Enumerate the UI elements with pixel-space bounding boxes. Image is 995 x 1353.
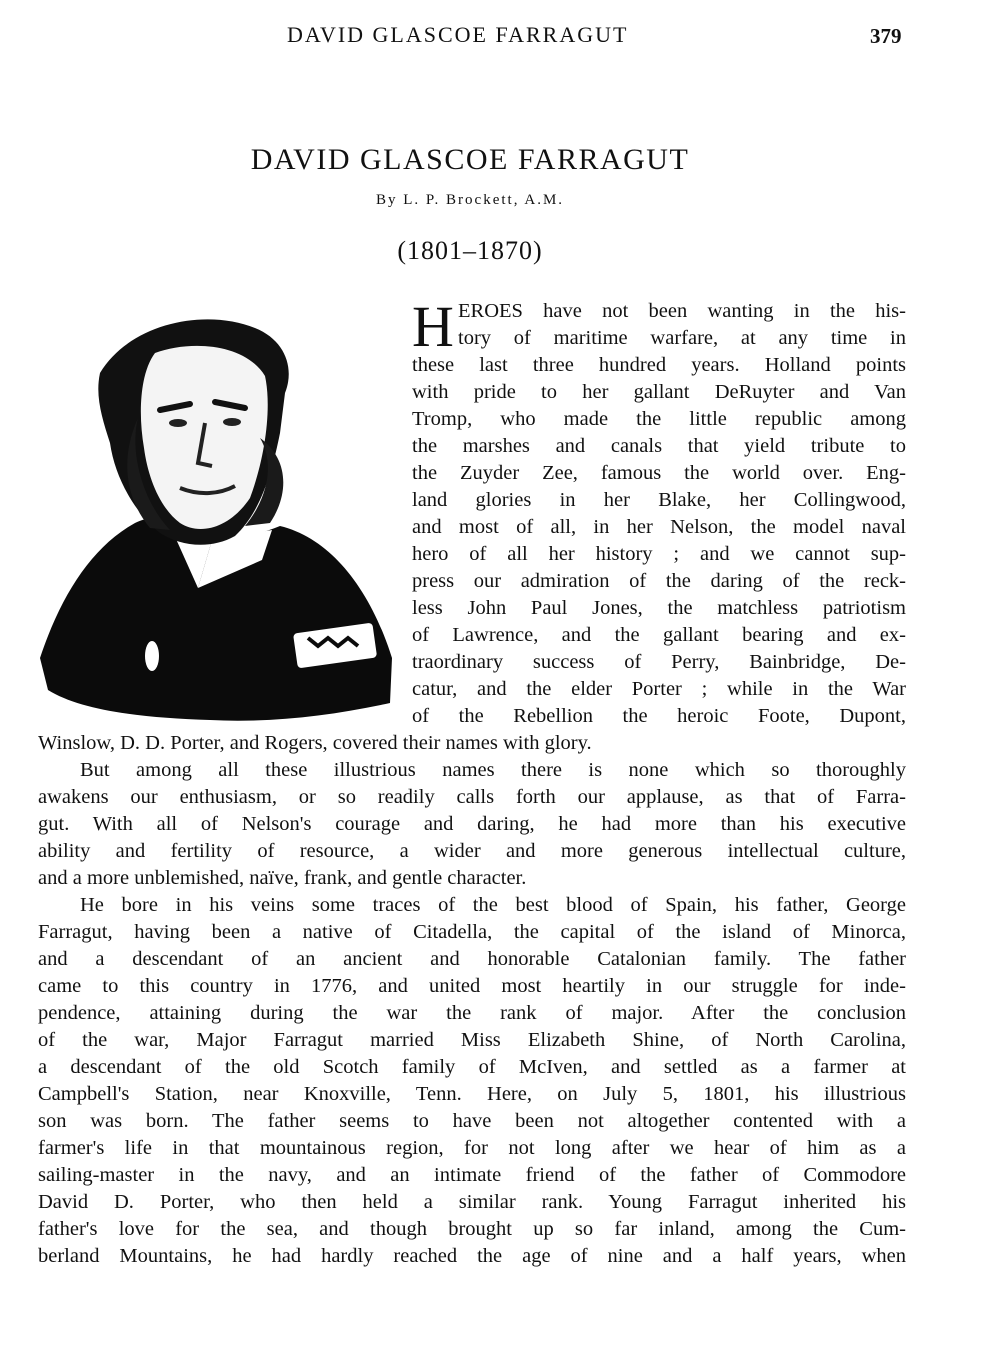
- text-line: these last three hundred years. Holland points: [412, 354, 906, 376]
- text-line: son was born. The father seems to have been not altogether contented with a: [38, 1110, 906, 1132]
- text-line: less John Paul Jones, the matchless patriotism: [412, 597, 906, 619]
- portrait-figure: [40, 319, 392, 720]
- page-number: 379: [870, 24, 902, 48]
- text-line: came to this country in 1776, and united most heartily in our struggle for inde-: [38, 975, 906, 997]
- text-line: Campbell's Station, near Knoxville, Tenn. Here, on July 5, 1801, his illustrious: [38, 1083, 906, 1105]
- text-line: and a descendant of an ancient and honorable Catalonian family. The father: [38, 948, 906, 970]
- text-line: tory of maritime warfare, at any time in: [458, 327, 906, 349]
- text-line: press our admiration of the daring of the reck-: [412, 570, 906, 592]
- text-line: with pride to her gallant DeRuyter and Van: [412, 381, 906, 403]
- text-line: awakens our enthusiasm, or so readily calls forth our applause, as that of Farra-: [38, 786, 906, 808]
- text-line: the marshes and canals that yield tribute to: [412, 435, 906, 457]
- portrait-engraving: [40, 298, 395, 728]
- text-line: gut. With all of Nelson's courage and daring, he had more than his executive: [38, 813, 906, 835]
- text-line: He bore in his veins some traces of the best blood of Spain, his father, George: [80, 894, 906, 916]
- text-line: father's love for the sea, and though brought up so far inland, among the Cum-: [38, 1218, 906, 1240]
- text-line: But among all these illustrious names there is none which so thoroughly: [80, 759, 906, 781]
- article-title: DAVID GLASCOE FARRAGUT: [250, 143, 690, 176]
- text-line: and a more unblemished, naïve, frank, and gentle character.: [38, 867, 527, 889]
- running-title: DAVID GLASCOE FARRAGUT: [287, 22, 629, 47]
- drop-cap: H: [412, 294, 454, 359]
- text-line: Winslow, D. D. Porter, and Rogers, covered their names with glory.: [38, 732, 592, 754]
- article-dates: (1801–1870): [397, 236, 543, 265]
- text-line: hero of all her history ; and we cannot sup-: [412, 543, 906, 565]
- text-line: berland Mountains, he had hardly reached the age of nine and a half years, when: [38, 1245, 906, 1267]
- text-line: of Lawrence, and the gallant bearing and ex-: [412, 624, 906, 646]
- running-head: [0, 22, 995, 52]
- text-line: land glories in her Blake, her Collingwood,: [412, 489, 906, 511]
- text-line: Tromp, who made the little republic among: [412, 408, 906, 430]
- text-line: and most of all, in her Nelson, the model naval: [412, 516, 906, 538]
- text-line: of the Rebellion the heroic Foote, Dupont,: [412, 705, 906, 727]
- article-byline: By L. P. Brockett, A.M.: [375, 192, 565, 208]
- text-line: sailing-master in the navy, and an intimate friend of the father of Commodore: [38, 1164, 906, 1186]
- text-line: the Zuyder Zee, famous the world over. Eng-: [412, 462, 906, 484]
- text-line: David D. Porter, who then held a similar rank. Young Farragut inherited his: [38, 1191, 906, 1213]
- text-line: of the war, Major Farragut married Miss Elizabeth Shine, of North Carolina,: [38, 1029, 906, 1051]
- text-line: a descendant of the old Scotch family of McIven, and settled as a farmer at: [38, 1056, 906, 1078]
- text-line: pendence, attaining during the war the rank of major. After the conclusion: [38, 1002, 906, 1024]
- text-line: catur, and the elder Porter ; while in the War: [412, 678, 906, 700]
- text-line: ability and fertility of resource, a wider and more generous intellectual culture,: [38, 840, 906, 862]
- text-line: traordinary success of Perry, Bainbridge, De-: [412, 651, 906, 673]
- text-line: EROES have not been wanting in the his-: [458, 300, 906, 322]
- text-line: Farragut, having been a native of Citadella, the capital of the island of Minorca,: [38, 921, 906, 943]
- text-line: farmer's life in that mountainous region, for not long after we hear of him as a: [38, 1137, 906, 1159]
